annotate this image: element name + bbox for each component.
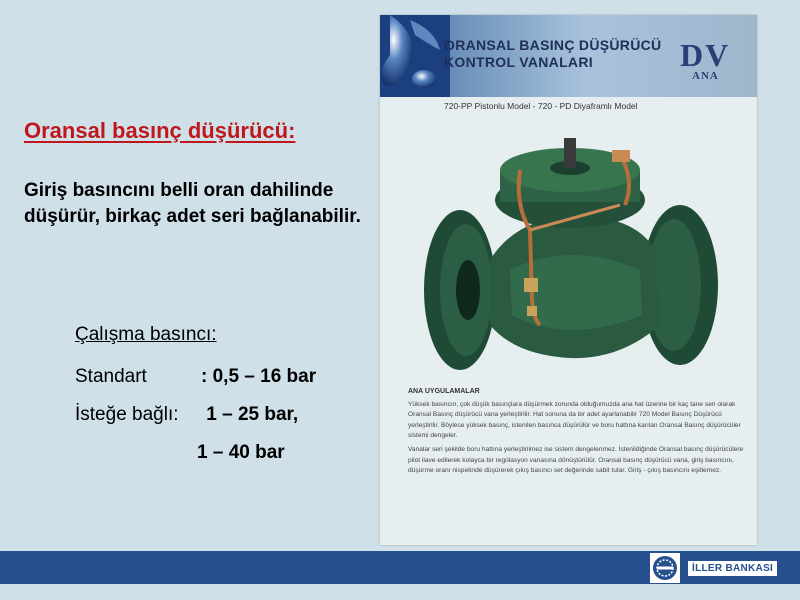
water-drop-icon bbox=[380, 15, 450, 97]
slide-description: Giriş basıncını belli oran dahilinde düşürür, birkaç adet seri bağlanabilir. bbox=[24, 180, 361, 227]
pressure-row-standard bbox=[75, 366, 316, 392]
valve-image bbox=[420, 110, 720, 390]
brochure-section-title: ANA UYGULAMALAR bbox=[408, 388, 480, 395]
brochure-banner bbox=[380, 15, 757, 97]
brochure-paragraph: Yüksek basıncın, çok düşük basınçlara düşürmek zorunda olduğumuzda ana hat üzerine bir kaç tane seri olarak Oransal Basınç düşürücü vana yerleştirilir. Hat sonuna da bir adet ayarlanabilir 720 Model Basınç Düşürücü yerleştirilir. Böylece yüksek basınç, istenilen basınca düşürülür ve boru hattına karılan Oransal Basınç düşürücüler sistemi dengeler. bbox=[408, 400, 741, 440]
pressure-row-optional-2 bbox=[75, 442, 316, 468]
pressure-section bbox=[75, 324, 316, 480]
bank-logo-icon bbox=[650, 553, 680, 583]
pressure-label bbox=[75, 442, 197, 468]
footer-label: İLLER BANKASI bbox=[688, 561, 777, 576]
pressure-value: 1 – 25 bar, bbox=[201, 404, 299, 425]
pressure-row-optional bbox=[75, 404, 316, 430]
brochure-paragraph: Vanalar seri şekilde boru hattına yerleştirilmez ise sistem dengelenmez. İstenildiğinde Oransal basınç düşürücülere pilot ilave edilerek kolayca bir regülasyon vanasına dönüştürülür. Oransal basınç düşürücü vana, giriş basıncını, düşürme oranı nispetinde düşürerek çıkış basıncı set değerinde sabit tutar. Giriş - çıkış basıncını eşitlemez. bbox=[408, 445, 744, 475]
pressure-value: 1 – 40 bar bbox=[197, 442, 285, 463]
brochure-title: ORANSAL BASINÇ DÜŞÜRÜCÜ KONTROL VANALARI bbox=[444, 37, 662, 70]
pressure-label: Standart bbox=[75, 366, 168, 387]
pressure-value: : 0,5 – 16 bar bbox=[201, 366, 317, 387]
model-line: 720-PP Pistonlu Model - 720 - PD Diyaframlı Model bbox=[444, 101, 638, 111]
brand-logo-sub: ANA bbox=[692, 70, 719, 82]
pressure-heading: Çalışma basıncı: bbox=[75, 324, 217, 345]
slide-title: Oransal basınç düşürücü: bbox=[24, 118, 296, 143]
pressure-label: İsteğe bağlı: bbox=[75, 404, 179, 425]
footer-bar bbox=[0, 551, 800, 584]
brochure-body-text bbox=[408, 387, 744, 480]
brand-logo: DV bbox=[680, 37, 731, 73]
brochure-image bbox=[380, 15, 757, 545]
